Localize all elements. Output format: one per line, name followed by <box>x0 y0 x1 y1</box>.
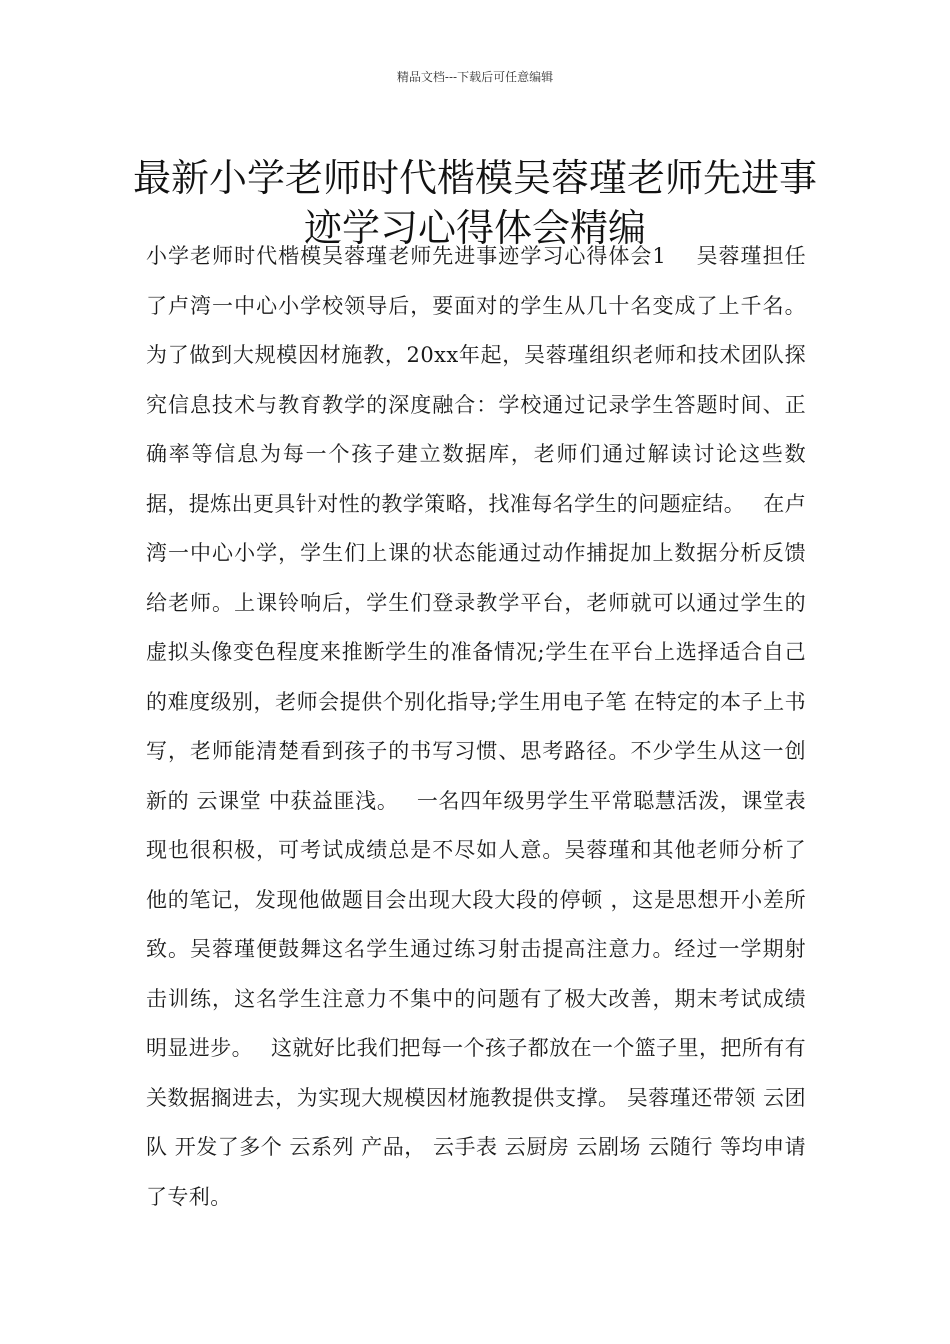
body-paragraph: 小学老师时代楷模吴蓉瑾老师先进事迹学习心得体会1 吴蓉瑾担任了卢湾一中心小学校领导后，要面对的学生从几十名变成了上千名。为了做到大规模因材施教，20xx年起，吴蓉瑾组织老师和技术团队探究信息技术与教育教学的深度融合：学校通过记录学生答题时间、正确率等信息为每一个孩子建立数据库，老师们通过解读讨论这些数据，提炼出更具针对性的教学策略，找准每名学生的问题症结。 在卢湾一中心小学，学生们上课的状态能通过动作捕捉加上数据分析反馈给老师。上课铃响后，学生们登录教学平台，老师就可以通过学生的虚拟头像变色程度来推断学生的准备情况;学生在平台上选择适合自己的难度级别，老师会提供个别化指导;学生用电子笔 在特定的本子上书写，老师能清楚看到孩子的书写习惯、思考路径。不少学生从这一创新的 云课堂 中获益匪浅。 一名四年级男学生平常聪慧活泼，课堂表现也很积极，可考试成绩总是不尽如人意。吴蓉瑾和其他老师分析了他的笔记，发现他做题目会出现大段大段的停顿 ，这是思想开小差所致。吴蓉瑾便鼓舞这名学生通过练习射击提高注意力。经过一学期射击训练，这名学生注意力不集中的问题有了极大改善，期末考试成绩明显进步。 这就好比我们把每一个孩子都放在一个篮子里，把所有有关数据搁进去，为实现大规模因材施教提供支撑。 吴蓉瑾还带领 云团队 开发了多个 云系列 产品， 云手表 云厨房 云剧场 云随行 等均申请了专利。 <box>146 244 806 1209</box>
document-title: 最新小学老师时代楷模吴蓉瑾老师先进事迹学习心得体会精编 <box>132 156 817 251</box>
header-note: 精品文档---下载后可任意编辑 <box>396 70 554 84</box>
